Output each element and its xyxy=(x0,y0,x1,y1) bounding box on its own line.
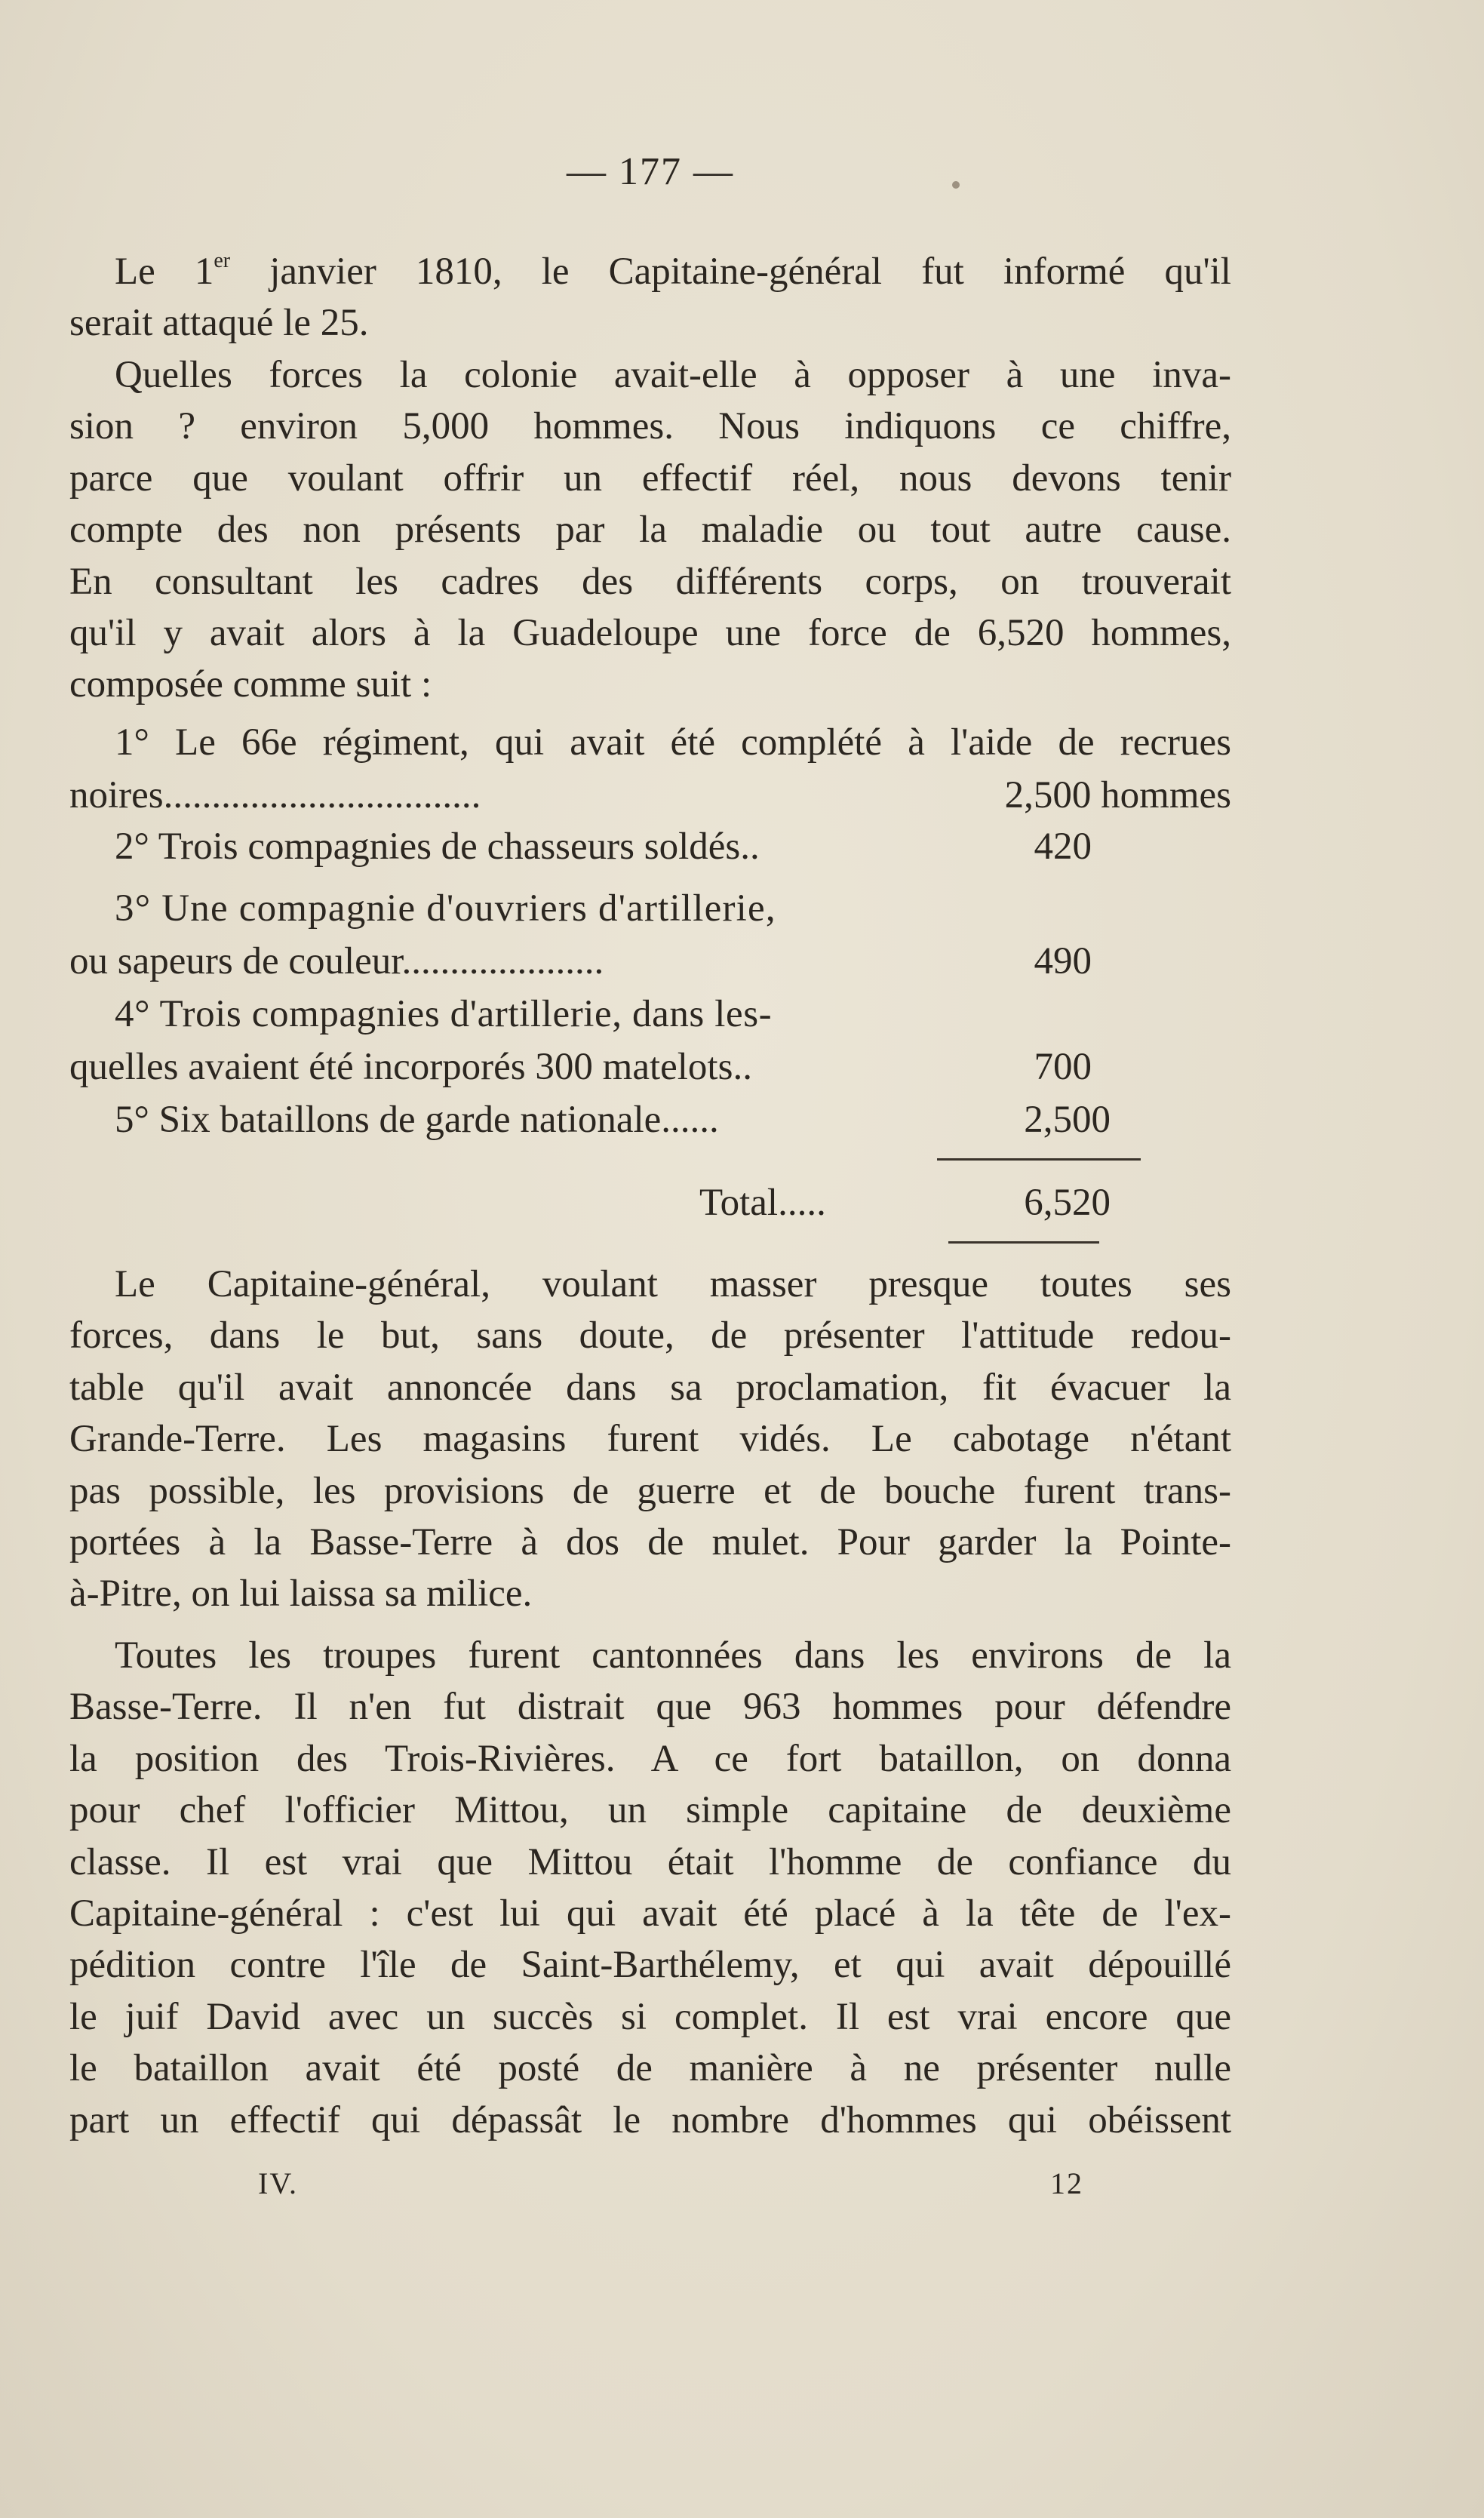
paragraph-4-line: pour chef l'officier Mittou, un simple capitaine de deuxième xyxy=(69,1789,1231,1832)
paragraph-2-line: qu'il y avait alors à la Guadeloupe une force de 6,520 hommes, xyxy=(69,612,1231,655)
table-row-1-label: noires................................. xyxy=(69,774,481,816)
table-row-4 xyxy=(69,1041,1231,1093)
signature-mark: IV. xyxy=(258,2166,299,2200)
table-row-3 xyxy=(69,936,1231,987)
paragraph-4-line: Capitaine-général : c'est lui qui avait été placé à la tête de l'ex- xyxy=(69,1892,1231,1935)
paragraph-3-line: Le Capitaine-général, voulant masser presque toutes ses xyxy=(115,1263,1231,1305)
paragraph-3-line: Grande-Terre. Les magasins furent vidés. Le cabotage n'étant xyxy=(69,1418,1231,1461)
sum-rule xyxy=(937,1158,1141,1161)
paragraph-2-line: parce que voulant offrir un effectif réel, nous devons tenir xyxy=(69,457,1231,500)
total-rule xyxy=(948,1241,1099,1244)
table-row-2 xyxy=(69,821,1231,872)
paragraph-4-line: le juif David avec un succès si complet. Il est vrai encore que xyxy=(69,1995,1231,2038)
paragraph-3-line: portées à la Basse-Terre à dos de mulet. Pour garder la Pointe- xyxy=(69,1521,1231,1564)
table-row-3-label: ou sapeurs de couleur..................... xyxy=(69,940,604,982)
paragraph-3-line: forces, dans le but, sans doute, de présenter l'attitude redou- xyxy=(69,1314,1231,1357)
table-row-1-value: 2,500 hommes xyxy=(1004,774,1231,816)
paragraph-2-line: En consultant les cadres des différents corps, on trouverait xyxy=(69,560,1231,603)
table-row-3-text: 3° Une compagnie d'ouvriers d'artillerie, xyxy=(115,887,776,930)
table-row-1-text: 1° Le 66e régiment, qui avait été complété à l'aide de recrues xyxy=(115,721,1231,764)
paragraph-3 xyxy=(69,1259,1231,1620)
table-row-2-label: 2° Trois compagnies de chasseurs soldés.. xyxy=(115,825,760,868)
paragraph-2-line: composée comme suit : xyxy=(69,663,432,706)
paragraph-1 xyxy=(69,246,1231,349)
paragraph-4-line: part un effectif qui dépassât le nombre d'hommes qui obéissent xyxy=(69,2098,1231,2141)
paragraph-3-line: pas possible, les provisions de guerre et de bouche furent trans- xyxy=(69,1469,1231,1512)
paragraph-4-line: classe. Il est vrai que Mittou était l'homme de confiance du xyxy=(69,1840,1231,1883)
paragraph-3-line: à-Pitre, on lui laissa sa milice. xyxy=(69,1573,533,1616)
paragraph-4-line: Toutes les troupes furent cantonnées dans les environs de la xyxy=(115,1634,1231,1677)
paragraph-4 xyxy=(69,1630,1231,2146)
paragraph-3-line: table qu'il avait annoncée dans sa proclamation, fit évacuer la xyxy=(69,1366,1231,1409)
total-label: Total..... xyxy=(699,1182,826,1224)
table-row-1 xyxy=(69,770,1231,821)
table-total xyxy=(69,1177,1231,1228)
table-row-4-text: 4° Trois compagnies d'artillerie, dans les- xyxy=(115,993,773,1035)
paragraph-2-line: sion ? environ 5,000 hommes. Nous indiquons ce chiffre, xyxy=(69,405,1231,448)
table-row-5 xyxy=(69,1094,1231,1145)
paragraph-2-line: Quelles forces la colonie avait-elle à opposer à une inva- xyxy=(115,354,1231,396)
paragraph-4-line: le bataillon avait été posté de manière à ne présenter nulle xyxy=(69,2047,1231,2090)
paragraph-4-line: pédition contre l'île de Saint-Barthélemy, et qui avait dépouillé xyxy=(69,1944,1231,1987)
paragraph-1-line-1: Le 1er janvier 1810, le Capitaine-général fut informé qu'il xyxy=(115,249,1231,293)
table-row-5-value: 2,500 xyxy=(1024,1099,1111,1141)
paragraph-2-line: compte des non présents par la maladie ou tout autre cause. xyxy=(69,509,1231,552)
paragraph-1-line-2: serait attaqué le 25. xyxy=(69,302,369,345)
running-head: — 177 — xyxy=(567,150,734,193)
table-row-2-value: 420 xyxy=(1034,825,1092,868)
sheet-number: 12 xyxy=(1050,2166,1083,2200)
table-row-3-value: 490 xyxy=(1034,940,1092,982)
paragraph-4-line: Basse-Terre. Il n'en fut distrait que 963 hommes pour défendre xyxy=(69,1686,1231,1729)
paragraph-4-line: la position des Trois-Rivières. A ce fort bataillon, on donna xyxy=(69,1737,1231,1780)
table-row-4-value: 700 xyxy=(1034,1046,1092,1088)
table-row-4-label: quelles avaient été incorporés 300 matelots.. xyxy=(69,1046,752,1088)
paragraph-2 xyxy=(69,349,1231,711)
table-row-5-label: 5° Six bataillons de garde nationale...... xyxy=(115,1099,719,1141)
table-row-1-line-1 xyxy=(69,717,1231,768)
total-value: 6,520 xyxy=(1024,1182,1111,1224)
table-row-4-line-1 xyxy=(69,988,1231,1040)
table-row-3-line-1 xyxy=(69,883,1231,934)
